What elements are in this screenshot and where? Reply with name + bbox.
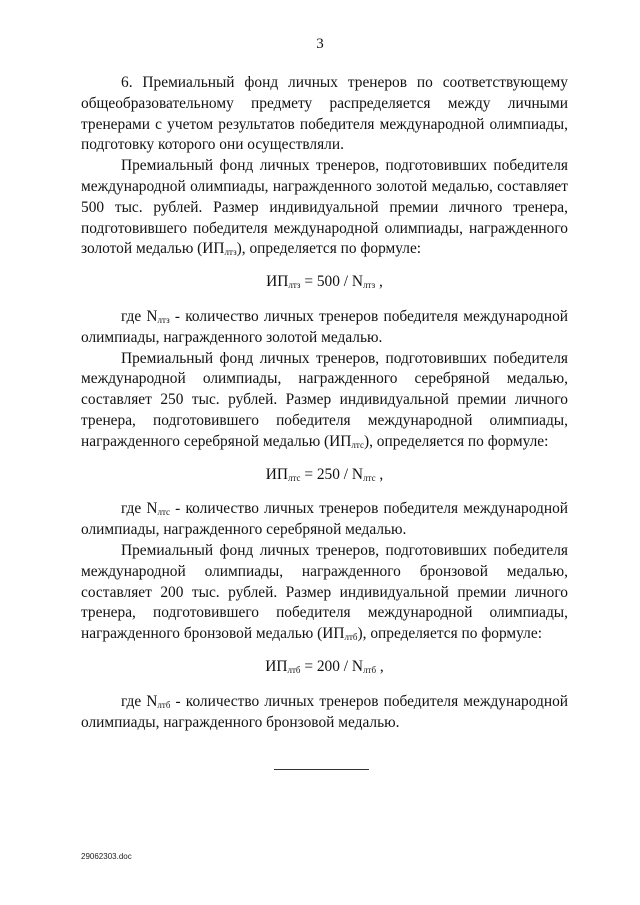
formula-silver-lhs-sub: лтс — [287, 472, 301, 483]
formula-silver — [81, 453, 568, 500]
formula-silver-mid: = 250 / N — [300, 465, 364, 483]
formula-silver-lhs: ИП — [265, 465, 288, 483]
paragraph-gold-fund — [81, 156, 568, 260]
where-silver-text: - количество личных тренеров победителя международной олимпиады, награжденного серебряной медалью. — [81, 500, 568, 539]
page-number: 3 — [316, 36, 324, 52]
formula-bronze-lhs: ИП — [265, 657, 288, 675]
formula-gold-rhs-sub: лтз — [363, 280, 376, 291]
formula-silver-end: , — [375, 465, 384, 483]
bronze-fund-tail: ), определяется по формуле: — [357, 625, 542, 643]
end-of-text-rule — [274, 769, 369, 770]
bronze-fund-subscript: лтб — [344, 632, 358, 643]
formula-bronze-mid: = 200 / N — [300, 657, 364, 675]
formula-bronze — [81, 645, 568, 692]
formula-gold-lhs-sub: лтз — [288, 280, 301, 291]
silver-fund-text: Премиальный фонд личных тренеров, подготовивших победителя международной олимпиады, награжденного серебряной медалью, составляет 250 тыс. рублей. Размер индивидуальной премии личного тренера, подготовившего победителя международной олимпиады, награжденного серебряной медалью (ИП — [81, 349, 568, 450]
formula-bronze-end: , — [376, 657, 384, 675]
where-silver-pre: где N — [121, 500, 158, 518]
where-gold-pre: где N — [121, 307, 158, 325]
where-bronze-sub: лтб — [157, 699, 171, 710]
where-gold-text: - количество личных тренеров победителя международной олимпиады, награжденного золотой медалью. — [81, 307, 568, 346]
where-silver-sub: лтс — [157, 507, 171, 518]
where-bronze-pre: где N — [121, 692, 158, 710]
formula-gold-mid: = 500 / N — [300, 273, 364, 291]
gold-fund-text: Премиальный фонд личных тренеров, подготовивших победителя международной олимпиады, награжденного золотой медалью, составляет 500 тыс. рублей. Размер индивидуальной премии личного тренера, подготовившего победителя международной олимпиады, награжденного золотой медалью (ИП — [81, 157, 568, 258]
document-body — [81, 73, 568, 733]
where-bronze-text: - количество личных тренеров победителя международной олимпиады, награжденного бронзовой медалью. — [81, 692, 569, 731]
silver-fund-subscript: лтс — [351, 439, 364, 450]
formula-gold-end: , — [375, 273, 383, 291]
formula-gold-lhs: ИП — [266, 273, 289, 291]
formula-gold — [81, 260, 568, 307]
where-silver — [81, 499, 568, 541]
formula-bronze-rhs-sub: лтб — [363, 664, 377, 675]
gold-fund-subscript: лтз — [224, 247, 237, 258]
paragraph-silver-fund — [81, 349, 568, 453]
where-gold-sub: лтз — [157, 314, 170, 325]
gold-fund-tail: ), определяется по формуле: — [236, 240, 422, 258]
formula-bronze-lhs-sub: лтб — [287, 664, 301, 675]
where-bronze — [81, 692, 568, 734]
paragraph-distribution: 6. Премиальный фонд личных тренеров по соответствующему общеобразовательному предмету распределяется между личными тренерами с учетом результатов победителя международной олимпиады, подготовку которого они осуществляли. — [81, 74, 568, 154]
where-gold — [81, 307, 568, 349]
footer-filename: 29062303.doc — [81, 852, 132, 861]
formula-silver-rhs-sub: лтс — [363, 472, 376, 483]
bronze-fund-text: Премиальный фонд личных тренеров, подготовивших победителя международной олимпиады, награжденного бронзовой медалью, составляет 200 тыс. рублей. Размер индивидуальной премии личного тренера, подготовившего победителя международной олимпиады, награжденного бронзовой медалью (ИП — [81, 541, 568, 643]
paragraph-bronze-fund — [81, 541, 568, 645]
silver-fund-tail: ), определяется по формуле: — [363, 432, 549, 450]
